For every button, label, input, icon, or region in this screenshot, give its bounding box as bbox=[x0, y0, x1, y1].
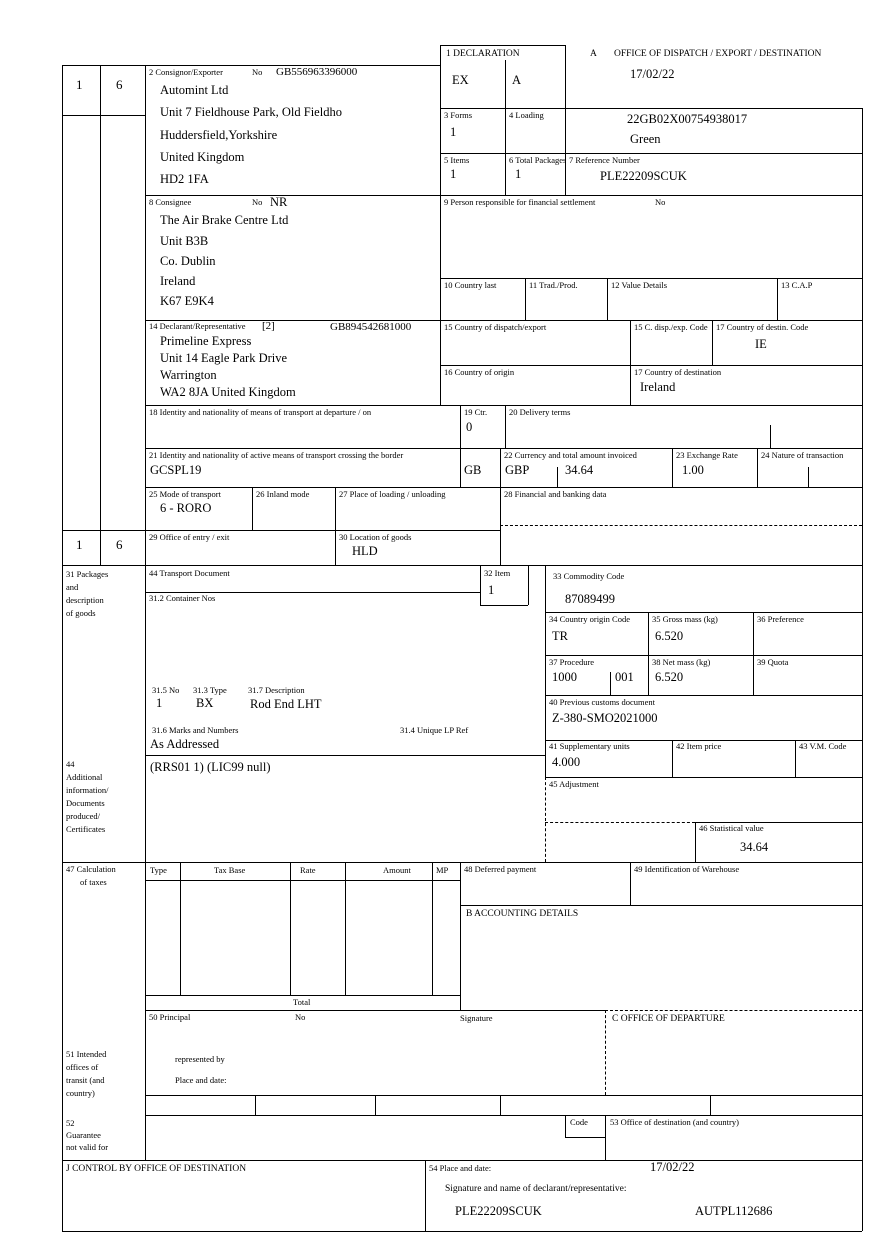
divider bbox=[808, 467, 809, 487]
box52-code-label: Code bbox=[570, 1117, 588, 1127]
box19-value: 0 bbox=[466, 420, 473, 434]
divider bbox=[505, 405, 506, 448]
box50-label: 50 Principal bbox=[149, 1012, 191, 1022]
box52-label-line: Guarantee bbox=[66, 1130, 101, 1140]
divider bbox=[460, 905, 862, 906]
divider bbox=[545, 777, 862, 778]
divider bbox=[630, 862, 631, 905]
divider-dashed bbox=[500, 525, 862, 526]
box21-nationality: GB bbox=[464, 463, 482, 477]
box54-declarant-name: AUTPL112686 bbox=[695, 1204, 773, 1218]
divider bbox=[145, 1095, 862, 1096]
box41-label: 41 Supplementary units bbox=[549, 741, 630, 751]
box49-label: 49 Identification of Warehouse bbox=[634, 864, 740, 874]
box44-additional-info: (RRS01 1) (LIC99 null) bbox=[150, 760, 271, 774]
box31-7-label: 31.7 Description bbox=[248, 685, 305, 695]
divider bbox=[500, 1095, 501, 1115]
box2-address-line: United Kingdom bbox=[160, 150, 245, 164]
section-j-title: J CONTROL BY OFFICE OF DESTINATION bbox=[66, 1164, 247, 1174]
box8-address-line: The Air Brake Centre Ltd bbox=[160, 213, 289, 227]
box31-label-line: of goods bbox=[66, 608, 96, 618]
box23-value: 1.00 bbox=[682, 463, 704, 477]
box38-label: 38 Net mass (kg) bbox=[652, 657, 711, 667]
divider bbox=[440, 278, 862, 279]
boxA-mrn: 22GB02X00754938017 bbox=[627, 112, 748, 126]
box14-declarant-id: GB894542681000 bbox=[330, 321, 412, 333]
box18-label: 18 Identity and nationality of means of transport at departure / on bbox=[149, 407, 372, 417]
box54-date: 17/02/22 bbox=[650, 1160, 695, 1174]
divider bbox=[607, 278, 608, 320]
divider bbox=[62, 65, 63, 1231]
box46-label: 46 Statistical value bbox=[699, 823, 764, 833]
box8-consignee-id: NR bbox=[270, 195, 288, 209]
tax-col-rate: Rate bbox=[300, 865, 316, 875]
box8-address-line: Unit B3B bbox=[160, 234, 209, 248]
box51-label-line: 51 Intended bbox=[66, 1049, 107, 1059]
box2-address-line: Automint Ltd bbox=[160, 83, 229, 97]
box22-amount: 34.64 bbox=[565, 463, 594, 477]
box14-address-line: WA2 8JA United Kingdom bbox=[160, 385, 296, 399]
box23-label: 23 Exchange Rate bbox=[676, 450, 738, 460]
box25-label: 25 Mode of transport bbox=[149, 489, 222, 499]
divider bbox=[255, 1095, 256, 1115]
box50-no-label: No bbox=[295, 1012, 306, 1022]
divider bbox=[757, 448, 758, 487]
box33-label: 33 Commodity Code bbox=[553, 571, 625, 581]
boxA-date: 17/02/22 bbox=[630, 67, 675, 81]
divider bbox=[712, 320, 713, 365]
boxA-letter: A bbox=[590, 49, 597, 59]
box21-identity: GCSPL19 bbox=[150, 463, 202, 477]
box37-procedure-code2: 001 bbox=[615, 670, 634, 684]
divider bbox=[565, 45, 566, 195]
tax-col-amount: Amount bbox=[383, 865, 411, 875]
divider bbox=[440, 365, 862, 366]
box17c-label: 17 Country of destin. Code bbox=[716, 322, 809, 332]
box31-label-line: and bbox=[66, 582, 79, 592]
divider bbox=[145, 448, 862, 449]
divider-dashed bbox=[545, 822, 695, 823]
divider bbox=[630, 320, 631, 405]
tax-total-label: Total bbox=[293, 997, 311, 1007]
box50-represented-by: represented by bbox=[175, 1054, 225, 1064]
divider bbox=[605, 1115, 606, 1160]
divider bbox=[460, 862, 461, 1010]
boxA-routing: Green bbox=[630, 132, 661, 146]
copy-number-6b: 6 bbox=[116, 537, 123, 552]
boxA-title: OFFICE OF DISPATCH / EXPORT / DESTINATION bbox=[614, 49, 822, 59]
divider bbox=[525, 278, 526, 320]
box51-label-line: offices of bbox=[66, 1062, 99, 1072]
divider bbox=[335, 487, 336, 565]
divider bbox=[753, 612, 754, 695]
box27-label: 27 Place of loading / unloading bbox=[339, 489, 446, 499]
box31-7-description: Rod End LHT bbox=[250, 697, 322, 711]
box29-label: 29 Office of entry / exit bbox=[149, 532, 230, 542]
box35-value: 6.520 bbox=[655, 629, 684, 643]
divider bbox=[545, 695, 862, 696]
box15-label: 15 Country of dispatch/export bbox=[444, 322, 547, 332]
divider bbox=[565, 1137, 605, 1138]
box52-label-line: 52 bbox=[66, 1118, 75, 1128]
box52-label-line: not valid for bbox=[66, 1142, 109, 1152]
box8-address-line: Ireland bbox=[160, 274, 196, 288]
box8-address-line: Co. Dublin bbox=[160, 254, 216, 268]
box1-declaration-type: EX bbox=[452, 73, 469, 87]
box24-label: 24 Nature of transaction bbox=[761, 450, 844, 460]
box9-label: 9 Person responsible for financial settlement bbox=[444, 197, 596, 207]
divider bbox=[145, 755, 545, 756]
divider bbox=[480, 605, 528, 606]
box8-no-label: No bbox=[252, 197, 263, 207]
divider bbox=[145, 1010, 605, 1011]
box14-code: [2] bbox=[262, 320, 275, 332]
divider bbox=[62, 1231, 862, 1232]
divider bbox=[62, 565, 862, 566]
box31-6-marks: As Addressed bbox=[150, 737, 220, 751]
box15c-label: 15 C. disp./exp. Code bbox=[634, 322, 708, 332]
divider bbox=[557, 467, 558, 487]
box31-5-label: 31.5 No bbox=[152, 685, 180, 695]
divider bbox=[545, 565, 546, 777]
copy-number-1b: 1 bbox=[76, 537, 83, 552]
divider bbox=[672, 740, 673, 777]
divider bbox=[62, 530, 500, 531]
box1-declaration-category: A bbox=[512, 73, 522, 87]
box3-label: 3 Forms bbox=[444, 110, 473, 120]
box11-label: 11 Trad./Prod. bbox=[529, 280, 578, 290]
box41-value: 4.000 bbox=[552, 755, 581, 769]
divider bbox=[145, 65, 146, 1160]
box14-label: 14 Declarant/Representative bbox=[149, 321, 246, 331]
divider bbox=[440, 45, 565, 46]
box8-label: 8 Consignee bbox=[149, 197, 192, 207]
divider bbox=[862, 108, 863, 1231]
box31-5-value: 1 bbox=[156, 696, 163, 710]
divider bbox=[440, 108, 862, 109]
divider bbox=[777, 278, 778, 320]
divider bbox=[62, 115, 145, 116]
divider bbox=[62, 65, 440, 66]
box9-no-label: No bbox=[655, 197, 666, 207]
box19-label: 19 Ctr. bbox=[464, 407, 488, 417]
box12-label: 12 Value Details bbox=[611, 280, 668, 290]
box50-signature-label: Signature bbox=[460, 1013, 493, 1023]
divider bbox=[528, 565, 529, 605]
divider bbox=[695, 822, 696, 862]
box17-value: Ireland bbox=[640, 380, 676, 394]
box47-label-line: 47 Calculation bbox=[66, 864, 116, 874]
tax-col-base: Tax Base bbox=[214, 865, 246, 875]
box6-value: 1 bbox=[515, 167, 522, 181]
box31-4-label: 31.4 Unique LP Ref bbox=[400, 725, 469, 735]
box38-value: 6.520 bbox=[655, 670, 684, 684]
box2-label: 2 Consignor/Exporter bbox=[149, 67, 223, 77]
box2-address-line: Huddersfield,Yorkshire bbox=[160, 128, 278, 142]
box54-label: 54 Place and date: bbox=[429, 1163, 492, 1173]
box6-label: 6 Total Packages bbox=[509, 155, 567, 165]
divider-dashed bbox=[605, 1010, 862, 1011]
divider bbox=[145, 880, 460, 881]
box47-label-line: of taxes bbox=[80, 877, 107, 887]
box20-label: 20 Delivery terms bbox=[509, 407, 571, 417]
box22-label: 22 Currency and total amount invoiced bbox=[504, 450, 637, 460]
box2-consignor-id: GB556963396000 bbox=[276, 66, 358, 78]
box36-label: 36 Preference bbox=[757, 614, 804, 624]
box30-label: 30 Location of goods bbox=[339, 532, 412, 542]
box44-label-line: Additional bbox=[66, 772, 103, 782]
divider bbox=[425, 1160, 426, 1231]
box8-address-line: K67 E9K4 bbox=[160, 294, 214, 308]
tax-col-type: Type bbox=[150, 865, 167, 875]
box44-label-line: 44 bbox=[66, 759, 75, 769]
divider bbox=[500, 448, 501, 565]
divider bbox=[460, 405, 461, 487]
box14-address-line: Unit 14 Eagle Park Drive bbox=[160, 351, 288, 365]
divider bbox=[505, 60, 506, 195]
box44-label-line: Documents bbox=[66, 798, 105, 808]
divider-dashed bbox=[545, 777, 546, 862]
box17-label: 17 Country of destination bbox=[634, 367, 722, 377]
box48-label: 48 Deferred payment bbox=[464, 864, 537, 874]
box13-label: 13 C.A.P bbox=[781, 280, 813, 290]
box40-label: 40 Previous customs document bbox=[549, 697, 656, 707]
divider bbox=[62, 1160, 862, 1161]
divider bbox=[145, 995, 460, 996]
box44-label-line: Certificates bbox=[66, 824, 106, 834]
divider bbox=[440, 153, 862, 154]
box54-reference: PLE22209SCUK bbox=[455, 1204, 542, 1218]
divider bbox=[610, 672, 611, 695]
divider bbox=[145, 1115, 862, 1116]
box14-address-line: Warrington bbox=[160, 368, 217, 382]
box34-value: TR bbox=[552, 629, 568, 643]
divider bbox=[545, 655, 862, 656]
divider bbox=[375, 1095, 376, 1115]
divider bbox=[710, 1095, 711, 1115]
box5-value: 1 bbox=[450, 167, 457, 181]
divider bbox=[290, 862, 291, 995]
box10-label: 10 Country last bbox=[444, 280, 497, 290]
divider bbox=[145, 320, 862, 321]
box43-label: 43 V.M. Code bbox=[799, 741, 847, 751]
box31-2-label: 31.2 Container Nos bbox=[149, 593, 216, 603]
divider bbox=[672, 448, 673, 487]
box3-value: 1 bbox=[450, 125, 457, 139]
box26-label: 26 Inland mode bbox=[256, 489, 310, 499]
box16-label: 16 Country of origin bbox=[444, 367, 515, 377]
box39-label: 39 Quota bbox=[757, 657, 789, 667]
copy-number-6: 6 bbox=[116, 77, 123, 92]
box7-reference-number: PLE22209SCUK bbox=[600, 169, 687, 183]
box21-label: 21 Identity and nationality of active means of transport crossing the border bbox=[149, 450, 404, 460]
divider bbox=[480, 565, 481, 605]
box33-commodity-code: 87089499 bbox=[565, 592, 615, 606]
section-b-title: B ACCOUNTING DETAILS bbox=[466, 909, 579, 919]
box50-place-date-label: Place and date: bbox=[175, 1075, 227, 1085]
divider bbox=[145, 405, 862, 406]
box44-label-line: information/ bbox=[66, 785, 109, 795]
tax-col-mp: MP bbox=[436, 865, 449, 875]
box37-procedure-code: 1000 bbox=[552, 670, 577, 684]
box44-label-line: produced/ bbox=[66, 811, 100, 821]
divider bbox=[145, 195, 862, 196]
divider bbox=[180, 862, 181, 995]
box17c-value: IE bbox=[755, 337, 767, 351]
box31-3-value: BX bbox=[196, 696, 214, 710]
box37-label: 37 Procedure bbox=[549, 657, 595, 667]
divider bbox=[432, 862, 433, 995]
box45-label: 45 Adjustment bbox=[549, 779, 599, 789]
box32-item-number: 1 bbox=[488, 583, 495, 597]
box31-6-label: 31.6 Marks and Numbers bbox=[152, 725, 239, 735]
box2-address-line: HD2 1FA bbox=[160, 172, 209, 186]
box32-label: 32 Item bbox=[484, 568, 511, 578]
divider bbox=[545, 612, 862, 613]
box31-label-line: description bbox=[66, 595, 104, 605]
divider bbox=[440, 45, 441, 405]
box30-value: HLD bbox=[352, 544, 378, 558]
box46-statistical-value: 34.64 bbox=[740, 840, 769, 854]
box35-label: 35 Gross mass (kg) bbox=[652, 614, 718, 624]
divider bbox=[770, 425, 771, 448]
divider bbox=[100, 65, 101, 565]
divider bbox=[795, 740, 796, 777]
section-c-title: C OFFICE OF DEPARTURE bbox=[612, 1014, 725, 1024]
box4-label: 4 Loading bbox=[509, 110, 544, 120]
box25-value: 6 - RORO bbox=[160, 501, 212, 515]
box51-label-line: country) bbox=[66, 1088, 95, 1098]
divider bbox=[648, 612, 649, 695]
box42-label: 42 Item price bbox=[676, 741, 722, 751]
box40-previous-document: Z-380-SMO2021000 bbox=[552, 711, 658, 725]
box34-label: 34 Country origin Code bbox=[549, 614, 630, 624]
box7-label: 7 Reference Number bbox=[569, 155, 640, 165]
box2-no-label: No bbox=[252, 67, 263, 77]
divider bbox=[345, 862, 346, 995]
box28-label: 28 Financial and banking data bbox=[504, 489, 607, 499]
divider bbox=[565, 1115, 566, 1137]
divider bbox=[252, 487, 253, 530]
copy-number-1: 1 bbox=[76, 77, 83, 92]
box1-label: 1 DECLARATION bbox=[446, 49, 520, 59]
box14-address-line: Primeline Express bbox=[160, 334, 252, 348]
box44t-label: 44 Transport Document bbox=[149, 568, 230, 578]
divider-dashed bbox=[605, 1010, 606, 1095]
box31-label-line: 31 Packages bbox=[66, 569, 109, 579]
box51-label-line: transit (and bbox=[66, 1075, 105, 1085]
box2-address-line: Unit 7 Fieldhouse Park, Old Fieldho bbox=[160, 105, 342, 119]
box5-label: 5 Items bbox=[444, 155, 470, 165]
box31-3-label: 31.3 Type bbox=[193, 685, 227, 695]
divider bbox=[62, 862, 862, 863]
box54-signature-label: Signature and name of declarant/representative: bbox=[445, 1184, 627, 1194]
box22-currency: GBP bbox=[505, 463, 530, 477]
box53-label: 53 Office of destination (and country) bbox=[610, 1117, 739, 1127]
